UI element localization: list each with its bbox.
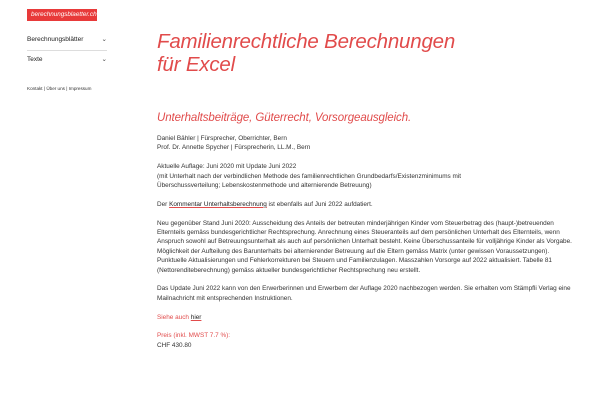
nav-item-berechnungsblaetter[interactable] — [27, 35, 107, 49]
edition-paragraph — [157, 162, 577, 190]
edition-line-1: Aktuelle Auflage: Juni 2020 mit Update Juni 2022 — [157, 163, 297, 171]
nav-item-label: Berechnungsblätter — [27, 36, 84, 43]
chevron-down-icon[interactable]: ⌄ — [101, 36, 107, 43]
kontakt-link[interactable]: Kontakt — [27, 86, 43, 91]
nav-item-label: Texte — [27, 56, 43, 63]
price-paragraph — [157, 331, 577, 350]
article-body — [157, 134, 577, 350]
site-logo[interactable]: berechnungsblaetter.ch — [27, 9, 97, 21]
kommentar-text-after: ist ebenfalls auf Juni 2022 aufdatiert. — [266, 200, 373, 208]
main-nav — [27, 35, 107, 69]
ueber-uns-link[interactable]: Über uns — [46, 86, 65, 91]
kommentar-link[interactable]: Kommentar Unterhaltsberechnung — [169, 200, 267, 208]
authors-paragraph — [157, 134, 577, 153]
page-title-line-1: Familienrechtliche Berechnungen — [157, 30, 456, 53]
edition-line-2: (mit Unterhalt nach der verbindlichen Methode des familienrechtlichen Grundbedarfs/Existenzminimums mit — [157, 172, 462, 180]
page-title-line-2: für Excel — [157, 53, 235, 76]
footer-separator: | — [64, 86, 69, 91]
author-line-2: Prof. Dr. Annette Spycher | Fürsprecherin, LL.M., Bern — [157, 144, 311, 152]
chevron-down-icon[interactable]: ⌄ — [101, 56, 107, 63]
page-subtitle: Unterhaltsbeiträge, Güterrecht, Vorsorgeausgleich. — [157, 112, 412, 124]
hier-link[interactable]: hier — [190, 313, 202, 321]
siehe-paragraph — [157, 313, 577, 322]
siehe-text: Siehe auch — [157, 313, 191, 321]
update-paragraph: Das Update Juni 2022 kann von den Erwerberinnen und Erwerbern der Auflage 2020 nachbezogen werden. Sie erhalten vom Stämpfli Verlag eine Mailnachricht mit entsprechenden Instruktionen. — [157, 285, 571, 302]
price-label: Preis (inkl. MWST 7.7 %): — [157, 332, 231, 340]
impressum-link[interactable]: Impressum — [68, 86, 92, 91]
neu-paragraph: Neu gegenüber Stand Juni 2020: Ausscheidung des Anteils der betreuten minderjährigen Kinder vom Steuerbetrag des (haupt-)betreuenden Elternteils gemäss bundesgerichtlicher Rechtsprechung. Anrechnung eines Steueranteils auf dem persönlichen Unterhalt des Elternteils, wenn Anspruch sowohl auf Betreuungsunterhalt als auch auf persönlichen Unterhalt besteht. Keine Überschussanteile für volljährige Kinder als Vorgabe. Möglichkeit der Aufteilung des Barunterhalts bei alternierender Betreuung auf die Eltern gemäss Matrix (unter gewissen Voraussetzungen). Punktuelle Aktualisierungen und Fehlerkorrekturen bei Steuern und Familienzulagen. Masszahlen Vorsorge auf 2022 aktualisiert. Tabelle 81 (Nettorenditeberechnung) gemäss aktueller bundesgerichtlicher Rechtsprechung neu erstellt. — [157, 219, 572, 274]
page-title — [157, 30, 577, 76]
price-value: CHF 430.80 — [157, 341, 192, 349]
kommentar-text-before: Der — [157, 200, 170, 208]
kommentar-paragraph — [157, 200, 577, 209]
nav-divider — [27, 50, 107, 51]
edition-line-3: Überschussverteilung; Lebenskostenmethode und alternierende Betreuung) — [157, 182, 372, 190]
footer-separator: | — [42, 86, 47, 91]
footer-links — [27, 86, 91, 91]
nav-item-texte[interactable] — [27, 55, 107, 69]
main-content — [157, 30, 577, 349]
author-line-1: Daniel Bähler | Fürsprecher, Oberrichter, Bern — [157, 135, 287, 142]
